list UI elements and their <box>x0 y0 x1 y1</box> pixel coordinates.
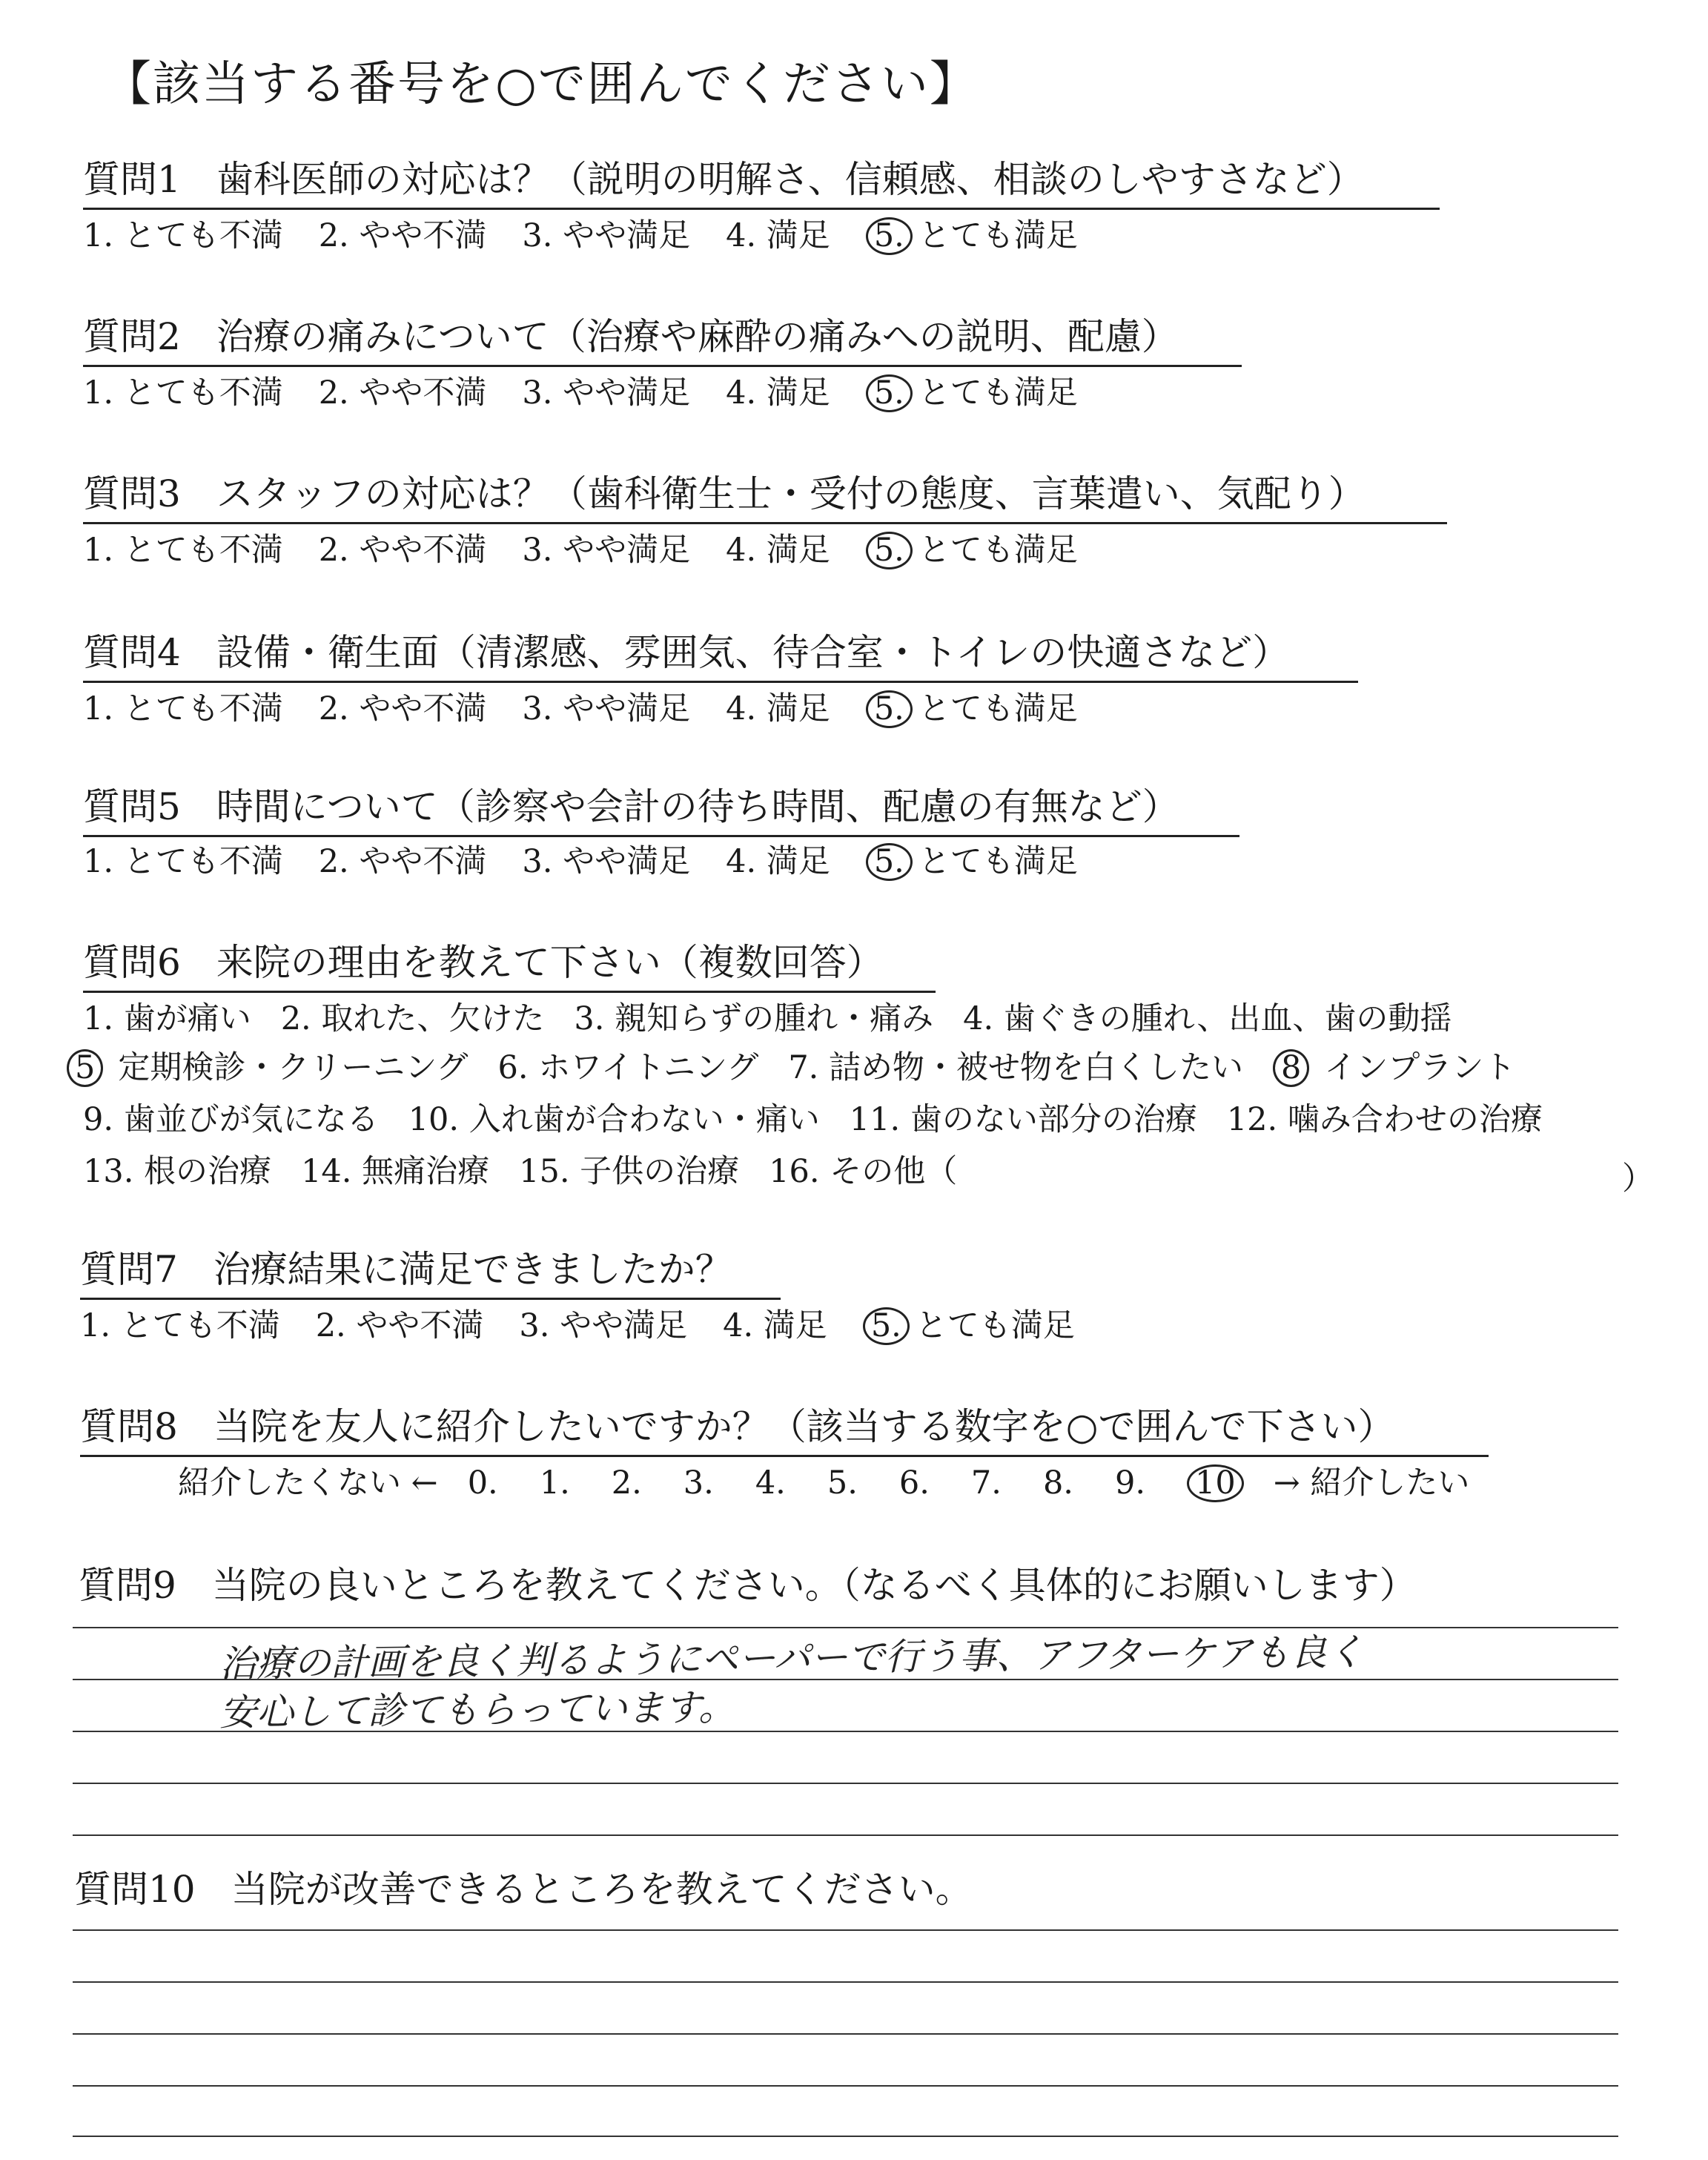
answer-line <box>73 1783 1618 1784</box>
option-5-label: とても満足 <box>918 843 1078 880</box>
q6-option-15[interactable]: 15. 子供の治療 <box>519 1153 740 1190</box>
question-number: 質問9 <box>79 1564 176 1607</box>
question-text: 来院の理由を教えて下さい（複数回答） <box>216 941 884 984</box>
option-1[interactable]: 1. とても不満 <box>83 374 283 412</box>
question-6-heading <box>83 933 936 993</box>
q6-option-9[interactable]: 9. 歯並びが気になる <box>83 1101 379 1138</box>
option-5-label: とても満足 <box>915 1307 1075 1344</box>
answer-line <box>73 2033 1618 2035</box>
option-3[interactable]: 3. やや満足 <box>522 532 691 569</box>
answer-line <box>73 1929 1618 1931</box>
option-1[interactable]: 1. とても不満 <box>80 1307 280 1344</box>
q6-option-1[interactable]: 1. 歯が痛い <box>83 1000 251 1037</box>
option-5-circled[interactable]: 5. <box>866 217 913 255</box>
question-text: 当院を友人に紹介したいですか？（該当する数字を○で囲んで下さい） <box>213 1405 1395 1448</box>
q6-option-7[interactable]: 7. 詰め物・被せ物を白くしたい <box>788 1049 1244 1086</box>
scale-8[interactable]: 8. <box>1042 1464 1073 1502</box>
option-1[interactable]: 1. とても不満 <box>83 217 283 254</box>
q6-option-12[interactable]: 12. 噛み合わせの治療 <box>1226 1101 1543 1138</box>
question-text: 当院の良いところを教えてください。（なるべく具体的にお願いします） <box>211 1564 1417 1607</box>
question-8-heading <box>80 1397 1489 1457</box>
option-2[interactable]: 2. やや不満 <box>315 1307 484 1344</box>
question-2-heading <box>83 307 1242 367</box>
question-number: 質問10 <box>74 1868 196 1911</box>
scale-5[interactable]: 5. <box>827 1464 858 1502</box>
option-5-circled[interactable]: 5. <box>866 374 913 412</box>
scale-left-label: 紹介したくない ← <box>178 1464 438 1502</box>
question-5-options <box>83 836 1078 882</box>
question-1-options <box>83 211 1078 256</box>
question-4-heading <box>83 623 1358 683</box>
q6-option-6[interactable]: 6. ホワイトニング <box>497 1049 759 1086</box>
q6-other-close-paren: ） <box>1622 1160 1654 1198</box>
scale-3[interactable]: 3. <box>683 1464 714 1502</box>
scale-2[interactable]: 2. <box>611 1464 642 1502</box>
option-4[interactable]: 4. 満足 <box>726 690 830 727</box>
option-4[interactable]: 4. 満足 <box>726 843 830 880</box>
option-4[interactable]: 4. 満足 <box>726 374 830 412</box>
question-text: 治療の痛みについて（治療や麻酔の痛みへの説明、配慮） <box>216 315 1179 358</box>
scale-4[interactable]: 4. <box>755 1464 786 1502</box>
option-1[interactable]: 1. とても不満 <box>83 690 283 727</box>
question-number: 質問2 <box>83 315 181 358</box>
option-5-circled[interactable]: 5. <box>866 843 913 881</box>
scale-6[interactable]: 6. <box>898 1464 930 1502</box>
question-1-heading <box>83 150 1440 210</box>
question-9-heading <box>79 1556 1417 1609</box>
option-3[interactable]: 3. やや満足 <box>522 374 691 412</box>
q6-option-10[interactable]: 10. 入れ歯が合わない・痛い <box>408 1101 820 1138</box>
q6-option-8-label: インプラント <box>1324 1049 1516 1086</box>
answer-line <box>73 2085 1618 2087</box>
option-5-circled[interactable]: 5. <box>866 532 913 569</box>
question-text: スタッフの対応は？（歯科衛生士・受付の態度、言葉遣い、気配り） <box>216 472 1366 515</box>
q6-option-4[interactable]: 4. 歯ぐきの腫れ、出血、歯の動揺 <box>963 1000 1452 1037</box>
q9-answer-line-2[interactable]: 安心して診てもらっています。 <box>219 1685 736 1734</box>
option-3[interactable]: 3. やや満足 <box>522 217 691 254</box>
q6-option-8-circled[interactable]: 8 <box>1273 1049 1309 1087</box>
q6-option-14[interactable]: 14. 無痛治療 <box>301 1153 490 1190</box>
q6-option-2[interactable]: 2. 取れた、欠けた <box>280 1000 545 1037</box>
question-7-heading <box>80 1240 781 1300</box>
question-7-options <box>80 1301 1075 1346</box>
option-2[interactable]: 2. やや不満 <box>318 690 487 727</box>
question-4-options <box>83 684 1078 729</box>
q6-option-5-label: 定期検診・クリーニング <box>118 1049 469 1086</box>
question-5-heading <box>83 777 1239 837</box>
question-3-options <box>83 525 1078 570</box>
question-8-scale <box>178 1458 1511 1503</box>
question-number: 質問7 <box>80 1248 178 1291</box>
option-5-label: とても満足 <box>918 690 1078 727</box>
option-5-circled[interactable]: 5. <box>866 690 913 728</box>
answer-line <box>73 2136 1618 2137</box>
option-3[interactable]: 3. やや満足 <box>522 690 691 727</box>
question-number: 質問8 <box>80 1405 178 1448</box>
question-number: 質問4 <box>83 631 181 674</box>
question-text: 当院が改善できるところを教えてください。 <box>231 1868 973 1911</box>
question-text: 時間について（診察や会計の待ち時間、配慮の有無など） <box>216 785 1179 828</box>
answer-line <box>73 1834 1618 1836</box>
q6-option-11[interactable]: 11. 歯のない部分の治療 <box>849 1101 1197 1138</box>
question-text: 歯科医師の対応は？（説明の明解さ、信頼感、相談のしやすさなど） <box>216 158 1364 201</box>
answer-line <box>73 1981 1618 1983</box>
scale-9[interactable]: 9. <box>1114 1464 1146 1502</box>
q6-option-5-circled[interactable]: 5 <box>67 1049 103 1087</box>
scale-right-label: → 紹介したい <box>1273 1464 1470 1502</box>
scale-7[interactable]: 7. <box>970 1464 1002 1502</box>
question-number: 質問3 <box>83 472 181 515</box>
option-4[interactable]: 4. 満足 <box>723 1307 827 1344</box>
form-title: 【該当する番号を○で囲んでください】 <box>104 57 979 112</box>
q6-option-3[interactable]: 3. 親知らずの腫れ・痛み <box>574 1000 934 1037</box>
option-2[interactable]: 2. やや不満 <box>318 374 487 412</box>
question-number: 質問6 <box>83 941 181 984</box>
option-1[interactable]: 1. とても不満 <box>83 532 283 569</box>
question-number: 質問5 <box>83 785 181 828</box>
question-text: 設備・衛生面（清潔感、雰囲気、待合室・トイレの快適さなど） <box>216 631 1290 674</box>
option-2[interactable]: 2. やや不満 <box>318 217 487 254</box>
option-4[interactable]: 4. 満足 <box>726 217 830 254</box>
option-4[interactable]: 4. 満足 <box>726 532 830 569</box>
option-3[interactable]: 3. やや満足 <box>522 843 691 880</box>
question-text: 治療結果に満足できましたか？ <box>213 1248 732 1291</box>
option-5-label: とても満足 <box>918 217 1078 254</box>
question-number: 質問1 <box>83 158 181 201</box>
question-10-heading <box>74 1860 973 1913</box>
option-2[interactable]: 2. やや不満 <box>318 843 487 880</box>
option-2[interactable]: 2. やや不満 <box>318 532 487 569</box>
question-3-heading <box>83 464 1447 524</box>
q6-option-16[interactable]: 16. その他（ <box>769 1153 958 1190</box>
scale-0[interactable]: 0. <box>467 1464 498 1502</box>
scale-1[interactable]: 1. <box>539 1464 570 1502</box>
option-5-circled[interactable]: 5. <box>863 1307 910 1345</box>
option-1[interactable]: 1. とても不満 <box>83 843 283 880</box>
q6-option-13[interactable]: 13. 根の治療 <box>83 1153 272 1190</box>
option-5-label: とても満足 <box>918 532 1078 569</box>
question-2-options <box>83 368 1078 413</box>
q9-answer-line-1[interactable]: 治療の計画を良く判るようにペーパーで行う事、アフターケアも良く <box>219 1630 1365 1686</box>
option-5-label: とても満足 <box>918 374 1078 412</box>
scale-10-circled[interactable]: 10 <box>1187 1464 1244 1502</box>
option-3[interactable]: 3. やや満足 <box>519 1307 688 1344</box>
